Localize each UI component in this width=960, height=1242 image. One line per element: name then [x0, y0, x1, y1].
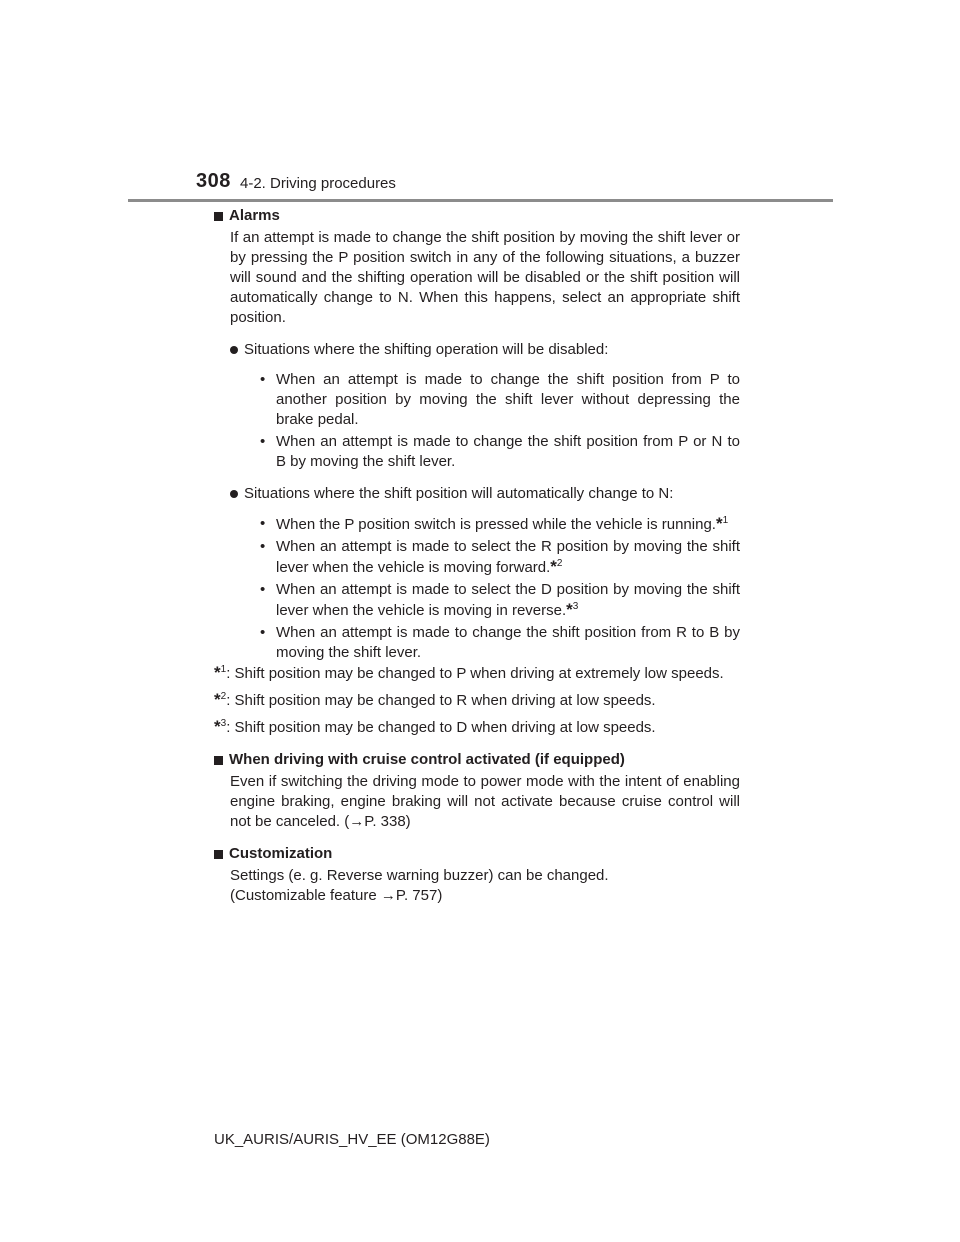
footnote-text: : Shift position may be changed to R when driving at low speeds.	[226, 692, 656, 709]
section-title: 4-2. Driving procedures	[240, 175, 396, 192]
document-id: UK_AURIS/AURIS_HV_EE (OM12G88E)	[214, 1131, 490, 1148]
list-item	[260, 432, 740, 472]
auto-change-situations-heading	[230, 484, 740, 504]
footnote-3	[214, 717, 740, 738]
list-dot: •	[260, 538, 266, 555]
list-item-text: When an attempt is made to change the shift position from R to B by moving the shift lever.	[276, 624, 740, 661]
page-number: 308	[196, 170, 231, 192]
alarms-title: Alarms	[229, 207, 280, 224]
cruise-title: When driving with cruise control activated (if equipped)	[229, 751, 625, 768]
list-item-body: When an attempt is made to select the D position by moving the shift lever when the vehicle is moving in reverse.	[276, 581, 740, 619]
header-rule	[128, 199, 833, 202]
footnote-marker: *	[566, 600, 573, 619]
list-item-text: When an attempt is made to change the shift position from P or N to B by moving the shift lever.	[276, 433, 740, 470]
auto-heading-text: Situations where the shift position will automatically change to N:	[244, 485, 674, 502]
alarms-heading	[214, 206, 740, 226]
footnote-num: 3	[220, 718, 227, 729]
disabled-heading-text: Situations where the shifting operation will be disabled:	[244, 341, 609, 358]
list-item	[260, 580, 740, 621]
footnote-marker: *	[214, 717, 221, 736]
list-item-text	[276, 514, 740, 535]
list-dot: •	[260, 433, 266, 450]
customization-line-1: Settings (e. g. Reverse warning buzzer) can be changed.	[230, 867, 609, 884]
list-dot: •	[260, 624, 266, 641]
list-dot: •	[260, 515, 266, 532]
list-item-text: When an attempt is made to change the shift position from P to another position by moving the shift lever without depressing the brake pedal.	[276, 371, 740, 428]
customization-heading	[214, 844, 740, 864]
square-bullet-icon	[214, 756, 223, 765]
list-item-text	[276, 580, 740, 621]
square-bullet-icon	[214, 212, 223, 221]
round-bullet-icon	[230, 490, 238, 498]
list-item	[260, 370, 740, 430]
cruise-heading	[214, 750, 740, 770]
square-bullet-icon	[214, 850, 223, 859]
customization-line-2: (Customizable feature →P. 757)	[230, 887, 443, 904]
footnote-1	[214, 663, 740, 684]
list-item	[260, 514, 740, 535]
list-dot: •	[260, 371, 266, 388]
cruise-text: Even if switching the driving mode to power mode with the intent of enabling engine braking, engine braking will not activate because cruise control will not be canceled. (→P. 338)	[230, 773, 740, 830]
footnote-marker: *	[214, 690, 221, 709]
list-item-body: When the P position switch is pressed while the vehicle is running.	[276, 516, 716, 533]
page-header	[0, 0, 960, 205]
list-item-text	[276, 537, 740, 578]
round-bullet-icon	[230, 346, 238, 354]
footnote-ref: 2	[556, 558, 563, 569]
footnote-ref: 1	[722, 515, 729, 526]
footnote-marker: *	[214, 663, 221, 682]
footnote-2	[214, 690, 740, 711]
footnote-marker: *	[550, 557, 557, 576]
footnote-num: 1	[220, 664, 227, 675]
footnote-ref: 3	[572, 601, 579, 612]
footnote-text: : Shift position may be changed to D when driving at low speeds.	[226, 719, 656, 736]
footnote-num: 2	[220, 691, 227, 702]
list-item	[260, 537, 740, 578]
customization-title: Customization	[229, 845, 333, 862]
list-dot: •	[260, 581, 266, 598]
page-content	[214, 206, 740, 906]
list-item	[260, 623, 740, 663]
alarms-intro: If an attempt is made to change the shift position by moving the shift lever or by pressing the P position switch in any of the following situations, a buzzer will sound and the shifting operation will be disabled or the shift position will automatically change to N. When this happens, select an appropriate shift position.	[230, 229, 740, 326]
footnote-marker: *	[715, 514, 723, 533]
disabled-situations-heading	[230, 340, 740, 360]
footnote-text: : Shift position may be changed to P when driving at extremely low speeds.	[226, 665, 724, 682]
list-item-body: When an attempt is made to select the R position by moving the shift lever when the vehicle is moving forward.	[276, 538, 740, 576]
